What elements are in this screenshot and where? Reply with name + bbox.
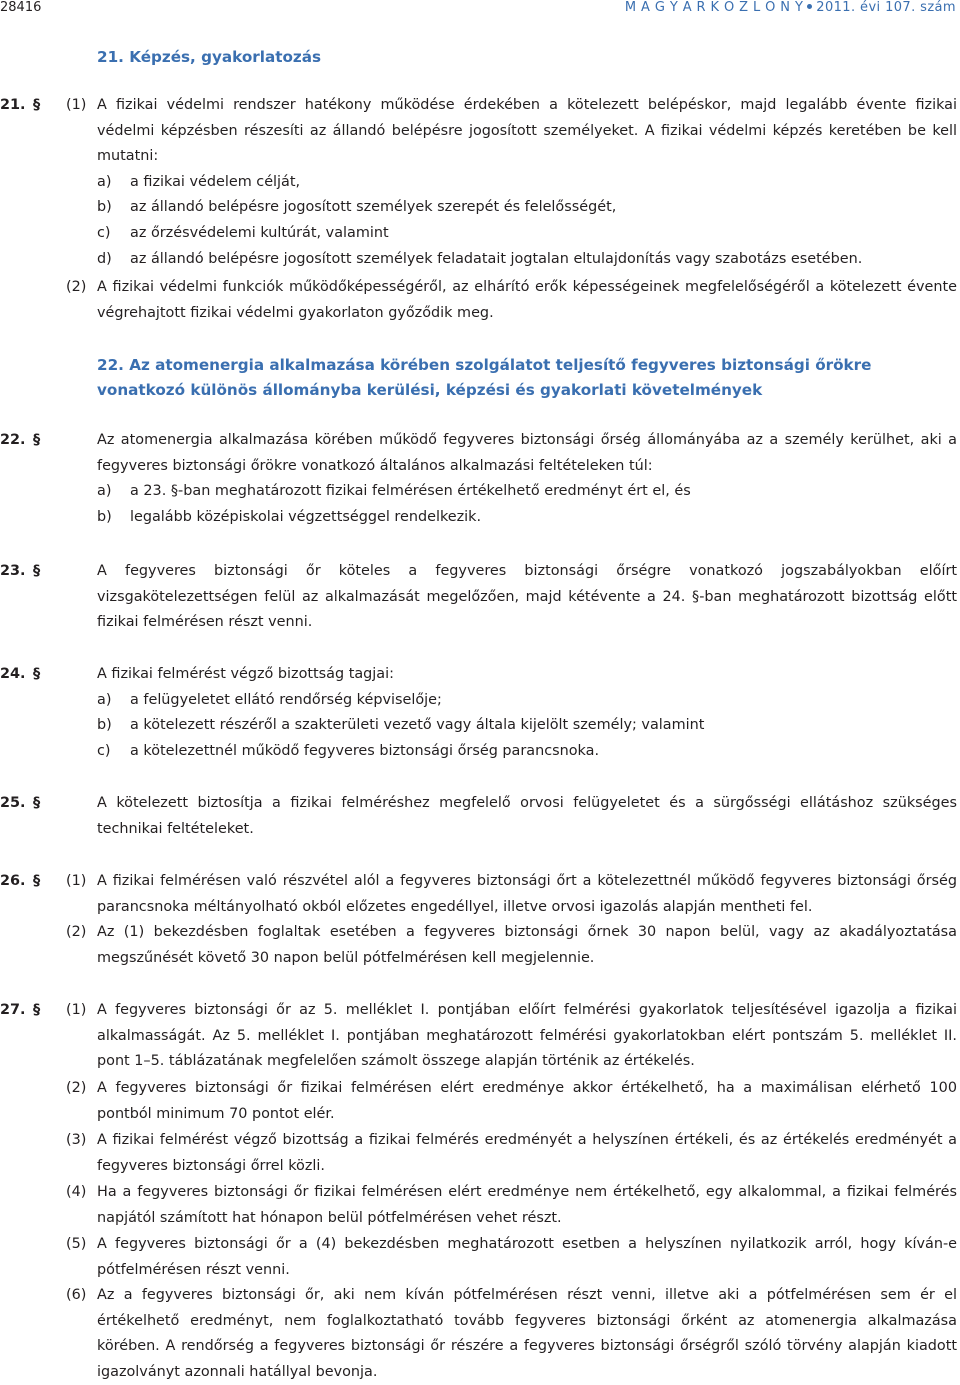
item-text: a kötelezettnél működő fegyveres biztonsági őrség parancsnoka. xyxy=(130,742,600,759)
subsection-body: A fizikai felmérésen való részvétel alól a fegyveres biztonsági őrt a kötelezettnél működő fegyveres biztonsági őrség parancsnoka méltányolható okból előzetes engedéllyel, illetve orvosi igazolás alapján mentheti fel. xyxy=(97,873,957,915)
paragraph-body: A fizikai felmérést végző bizottság tagjai: xyxy=(97,666,394,682)
subsection-number: (2) xyxy=(66,1080,87,1096)
section-sign: § xyxy=(33,873,41,889)
section-heading-22: 22. Az atomenergia alkalmazása körében szolgálatot teljesítő fegyveres biztonsági őrökre vonatkozó különös állományba kerülési, képzési és gyakorlati követelmények xyxy=(97,356,872,399)
section-sign: § xyxy=(33,1002,41,1018)
section-heading-21: 21. Képzés, gyakorlatozás xyxy=(97,48,322,66)
list-item xyxy=(97,170,957,196)
item-text: a kötelezett részéről a szakterületi vezető vagy általa kijelölt személy; valamint xyxy=(130,717,705,734)
section-number: 27. xyxy=(0,1002,26,1018)
item-label: c) xyxy=(97,224,111,241)
item-label: a) xyxy=(97,691,112,708)
section-number: 21. xyxy=(0,97,26,113)
item-label: b) xyxy=(97,199,112,216)
item-label: c) xyxy=(97,742,111,759)
subsection-body: A fegyveres biztonsági őr fizikai felmérésen elért eredménye akkor értékelhető, ha a maximálisan elérhető 100 pontból minimum 70 pontot elér. xyxy=(97,1080,957,1122)
subsection-number: (6) xyxy=(66,1287,87,1303)
subsection-number: (3) xyxy=(66,1132,87,1148)
paragraph-body: A fegyveres biztonsági őr köteles a fegyveres biztonsági őrségre vonatkozó jogszabályokban előírt vizsgakötelezettségen felül az alkalmazását megelőzően, majd kétévente a 24. §-ban meghatározott bizottság előtt fizikai felmérésen részt venni. xyxy=(97,563,957,631)
subsection-number: (4) xyxy=(66,1184,87,1200)
subsection-text xyxy=(97,93,957,272)
item-text: a 23. §-ban meghatározott fizikai felmérésen értékelhető eredményt ért el, és xyxy=(130,483,691,500)
item-text: az őrzésvédelemi kultúrát, valamint xyxy=(130,224,389,241)
subsection-number: (2) xyxy=(66,279,87,295)
issue-number: 2011. évi 107. szám xyxy=(816,0,956,15)
section-sign: § xyxy=(33,795,41,811)
bullet-icon xyxy=(807,4,812,9)
item-label: a) xyxy=(97,173,112,190)
section-sign: § xyxy=(33,666,41,682)
section-sign: § xyxy=(33,432,41,448)
subsection-number: (1) xyxy=(66,97,87,113)
item-text: a felügyeletet ellátó rendőrség képviselője; xyxy=(130,691,442,708)
item-label: b) xyxy=(97,508,112,525)
journal-title xyxy=(625,0,956,16)
subsection-number: (2) xyxy=(66,924,87,940)
paragraph-body: A kötelezett biztosítja a fizikai felméréshez megfelelő orvosi felügyeletet és a sürgősségi ellátáshoz szükséges technikai feltételeket. xyxy=(97,795,957,837)
section-number: 25. xyxy=(0,795,26,811)
section-sign: § xyxy=(33,97,41,113)
item-text: legalább középiskolai végzettséggel rendelkezik. xyxy=(130,508,482,525)
subsection-number: (5) xyxy=(66,1236,87,1252)
subsection-body: Az (1) bekezdésben foglaltak esetében a fegyveres biztonsági őrnek 30 napon belül, vagy az akadályoztatása megszűnését követő 30 napon belül pótfelmérésen kell megjelennie. xyxy=(97,924,957,966)
list-item xyxy=(97,505,957,531)
item-label: d) xyxy=(97,250,112,267)
paragraph-text xyxy=(97,428,957,530)
subsection-body: A fizikai felmérést végző bizottság a fizikai felmérés eredményét a helyszínen értékeli, és az értékelés eredményét a fegyveres biztonsági őrrel közli. xyxy=(97,1132,957,1174)
list-item xyxy=(97,739,957,765)
journal-name: M A G Y A R K Ö Z L Ö N Y xyxy=(624,0,804,15)
item-text: a fizikai védelem célját, xyxy=(130,173,301,190)
subsection-body: Ha a fegyveres biztonsági őr fizikai felmérésen elért eredménye nem értékelhető, egy alkalommal, a fizikai felmérés napjától számított hat hónapon belül pótfelmérésen vehet részt. xyxy=(97,1184,957,1226)
item-text: az állandó belépésre jogosított személyek szerepét és felelősségét, xyxy=(130,199,617,216)
subsection-body: A fizikai védelmi funkciók működőképességéről, az elhárító erők képességeinek megfelelőségéről a kötelezett évente végrehajtott fizikai védelmi gyakorlaton győződik meg. xyxy=(97,279,957,321)
subsection-body: Az a fegyveres biztonsági őr, aki nem kíván pótfelmérésen részt venni, illetve aki a pótfelmérésen sem ér el értékelhető eredményt, nem foglalkoztatható tovább fegyveres biztonsági őrként az atomenergia alkalmazása körében. A rendőrség a fegyveres biztonsági őr részére a fegyveres biztonsági őrségről szóló törvény alapján kiadott igazolványt azonnali hatállyal bevonja. xyxy=(97,1287,957,1380)
item-label: a) xyxy=(97,483,112,500)
section-number: 24. xyxy=(0,666,26,682)
section-number: 22. xyxy=(0,432,26,448)
paragraph-text xyxy=(97,662,957,764)
subsection-number: (1) xyxy=(66,873,87,889)
page-number: 28416 xyxy=(0,0,42,15)
list-item xyxy=(97,195,957,221)
subsection-body: A fegyveres biztonsági őr a (4) bekezdésben meghatározott esetben a helyszínen nyilatkozik arról, hogy kíván-e pótfelmérésen részt venni. xyxy=(97,1236,957,1278)
subsection-body: A fegyveres biztonsági őr az 5. melléklet I. pontjában előírt felmérési gyakorlatok teljesítésével igazolja a fizikai alkalmasságát. Az 5. melléklet I. pontjában meghatározott felmérési gyakorlatokban elért pontszám 5. melléklet II. pont 1–5. táblázatának megfelelően számolt összege alapján történik az értékelés. xyxy=(97,1002,957,1070)
running-header xyxy=(0,0,960,20)
subsection-number: (1) xyxy=(66,1002,87,1018)
item-text: az állandó belépésre jogosított személyek feladatait jogtalan eltulajdonítás vagy szabotázs esetében. xyxy=(130,250,863,267)
list-item xyxy=(97,221,957,247)
list-item xyxy=(97,479,957,505)
section-number: 23. xyxy=(0,563,26,579)
list-item xyxy=(97,247,957,273)
section-number: 26. xyxy=(0,873,26,889)
section-sign: § xyxy=(33,563,41,579)
paragraph-body: Az atomenergia alkalmazása körében működő fegyveres biztonsági őrség állományába az a személy kerülhet, aki a fegyveres biztonsági őrökre vonatkozó általános alkalmazási feltételeken túl: xyxy=(97,432,957,474)
item-label: b) xyxy=(97,717,112,734)
list-item xyxy=(97,713,957,739)
subsection-body: A fizikai védelmi rendszer hatékony működése érdekében a kötelezett belépéskor, majd legalább évente fizikai védelmi képzésben részesíti az állandó belépésre jogosított személyeket. A fizikai védelmi képzés keretében be kell mutatni: xyxy=(97,97,957,165)
list-item xyxy=(97,688,957,714)
